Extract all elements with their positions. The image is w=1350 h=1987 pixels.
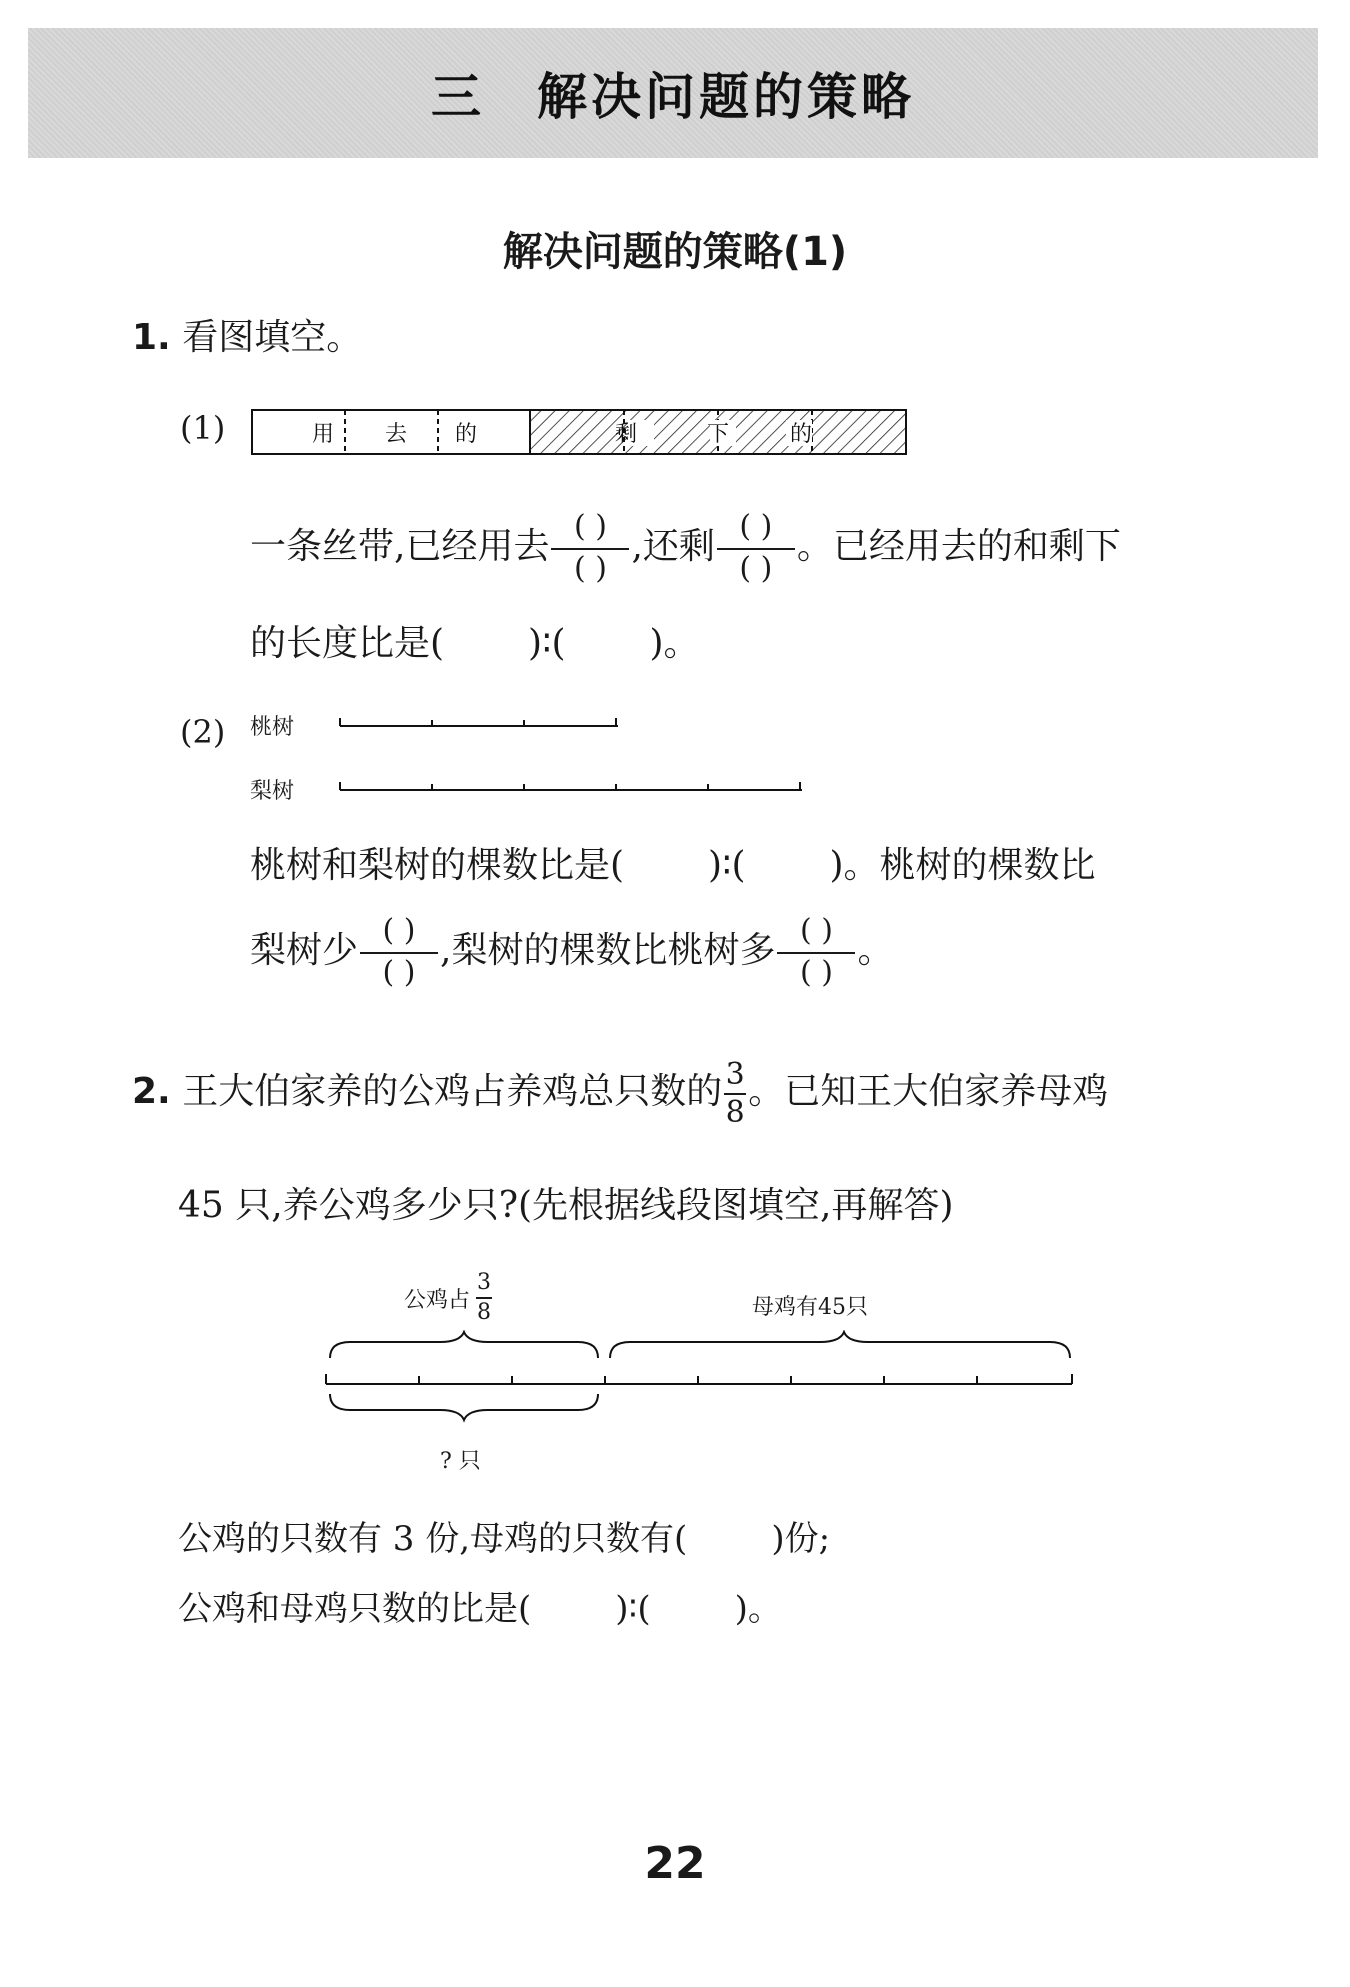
hen-brace (610, 1332, 1070, 1358)
ribbon-remaining-char-2: 下 (707, 422, 730, 447)
q1-number: 1. (132, 317, 171, 358)
ribbon-used-char-3: 的 (455, 422, 478, 447)
rooster-brace (330, 1332, 598, 1358)
q1-part2-ratio: 桃树和梨树的棵数比是( )∶( )。桃树的棵数比 (250, 845, 1096, 886)
q2-statement: 2. 王大伯家养的公鸡占养鸡总只数的 $\frac{3}{8}$ 。已知王大伯家养母鸡 (132, 1057, 1109, 1130)
rooster-label: 公鸡占 $\frac{3}{8}$ (404, 1270, 492, 1325)
q1-part2-fractions: 梨树少 $\frac{( )}{( )}$ ,梨树的棵数比桃树多 $\frac{( )}{( )}$ 。 (250, 913, 894, 990)
ribbon-remaining-char-3: 的 (790, 422, 813, 447)
chicken-line-diagram (320, 1330, 1080, 1440)
chapter-number: 三 (431, 68, 485, 126)
q1-part1-sentence: 一条丝带,已经用去 $\frac{( )}{( )}$ ,还剩 $\frac{( )}{( )}$ 。已经用去的和剩下 (250, 509, 1121, 586)
blank-fraction[interactable]: $\frac{( )}{( )}$ (360, 916, 438, 990)
unknown-label: ? 只 (440, 1449, 481, 1474)
q1-part1-ratio: 的长度比是( )∶( )。 (250, 623, 700, 664)
q1-prompt: 看图填空。 (182, 317, 363, 358)
ribbon-used-char-2: 去 (385, 422, 408, 447)
tree-line-diagram (330, 710, 810, 810)
ribbon-remaining-char-1: 剩 (615, 422, 638, 447)
hen-label: 母鸡有45只 (752, 1295, 868, 1320)
blank-fraction[interactable]: $\frac{( )}{( )}$ (717, 512, 795, 586)
ribbon-bar-diagram (250, 404, 910, 460)
blank-fraction[interactable]: $\frac{( )}{( )}$ (777, 916, 855, 990)
blank-fraction[interactable]: $\frac{( )}{( )}$ (551, 512, 629, 586)
q2-fill-1: 公鸡的只数有 3 份,母鸡的只数有( )份; (178, 1519, 831, 1559)
section-title: 解决问题的策略(1) (502, 229, 848, 275)
pear-label: 梨树 (250, 779, 295, 804)
q2-fill-2: 公鸡和母鸡只数的比是( )∶( )。 (178, 1589, 782, 1629)
q2-number: 2. (132, 1071, 171, 1112)
ribbon-used-char-1: 用 (312, 422, 335, 447)
page-number: 22 (644, 1838, 706, 1889)
q1-part1-label: (1) (180, 409, 226, 447)
chapter-title: 解决问题的策略 (537, 68, 915, 126)
q2-question: 45 只,养公鸡多少只?(先根据线段图填空,再解答) (178, 1185, 954, 1226)
q1-part2-label: (2) (180, 713, 226, 751)
unknown-brace (330, 1394, 598, 1420)
chapter-banner (28, 28, 1318, 158)
rooster-fraction: $\frac{3}{8}$ (725, 1057, 745, 1130)
q1-header (132, 317, 363, 358)
peach-label: 桃树 (250, 715, 295, 740)
